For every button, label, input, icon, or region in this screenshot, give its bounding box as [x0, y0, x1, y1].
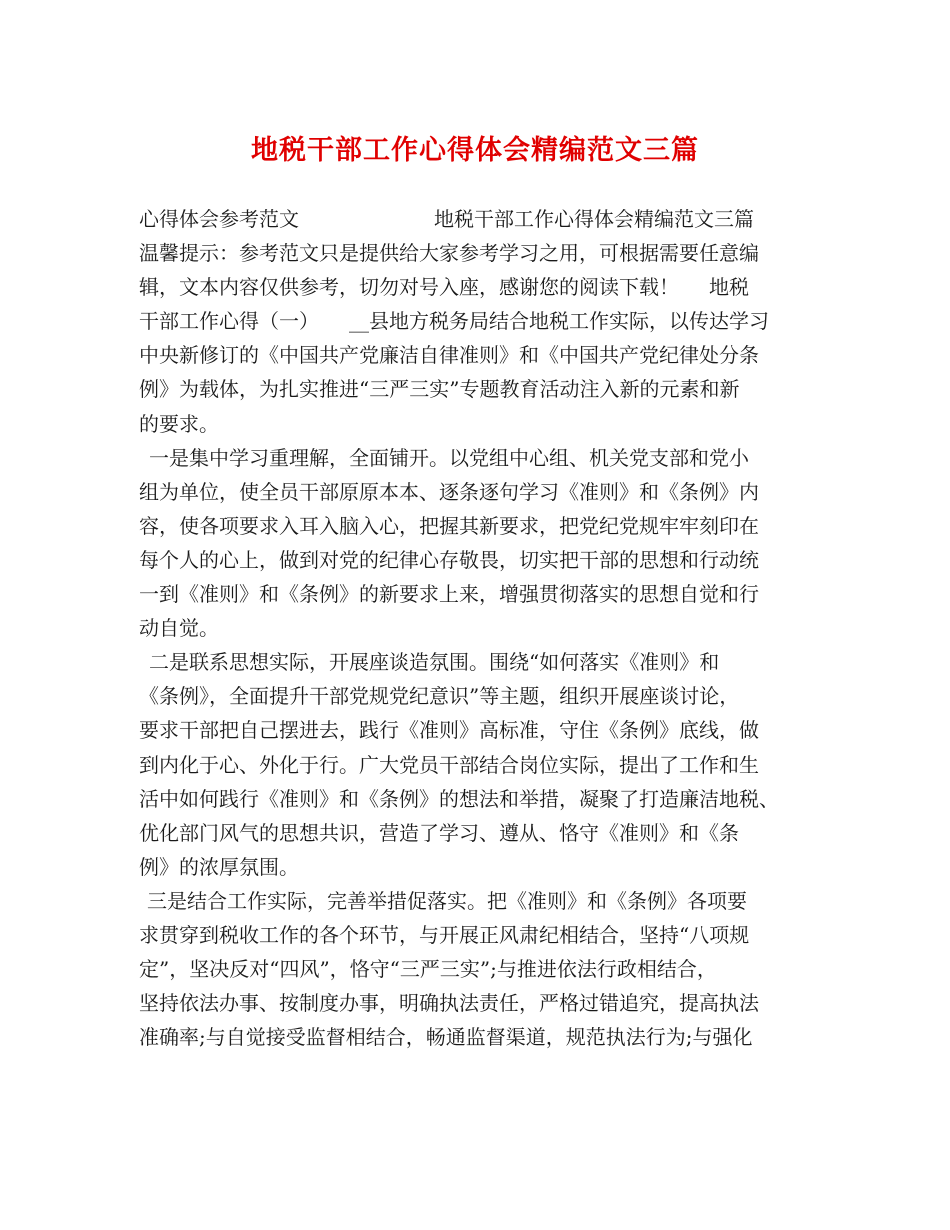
text-line: 求贯穿到税收工作的各个环节，与开展正风肃纪相结合，坚持“八项规 [139, 922, 750, 947]
text-line: 一到《准则》和《条例》的新要求上来，增强贯彻落实的思想自觉和行 [139, 582, 759, 607]
text-segment: 辑，文本内容仅供参考，切勿对号入座，感谢您的阅读下载！ [139, 275, 679, 300]
text-line [139, 304, 829, 338]
text-line: 要求干部把自己摆进去，践行《准则》高标准，守住《条例》底线，做 [139, 718, 759, 743]
text-line: 优化部门风气的思想共识，营造了学习、遵从、恪守《准则》和《条 [139, 820, 739, 845]
text-line: 温馨提示：参考范文只是提供给大家参考学习之用，可根据需要任意编 [139, 241, 759, 266]
document-title: 地税干部工作心得体会精编范文三篇 [251, 135, 699, 166]
text-line: 的要求。 [139, 411, 219, 436]
text-line: 例》的浓厚氛围。 [139, 854, 299, 879]
text-segment: __县地方税务局结合地税工作实际，以传达学习 [349, 309, 769, 334]
text-line: 准确率;与自觉接受监督相结合，畅通监督渠道，规范执法行为;与强化 [139, 1025, 753, 1050]
header-right: 地税干部工作心得体会精编范文三篇 [434, 207, 754, 231]
text-line: 定”，坚决反对“四风”，恪守“三严三实”;与推进依法行政相结合， [139, 957, 717, 982]
text-line: 中央新修订的《中国共产党廉洁自律准则》和《中国共产党纪律处分条 [139, 343, 759, 368]
text-line: 组为单位，使全员干部原原本本、逐条逐句学习《准则》和《条例》内 [139, 479, 759, 504]
header-left: 心得体会参考范文 [139, 207, 299, 231]
text-line: 容，使各项要求入耳入脑入心，把握其新要求，把党纪党规牢牢刻印在 [139, 513, 759, 538]
document-body [139, 202, 829, 1054]
text-line: 到内化于心、外化于行。广大党员干部结合岗位实际，提出了工作和生 [139, 752, 759, 777]
paragraph-start: 二是联系思想实际，开展座谈造氛围。围绕“如何落实《准则》和 [149, 650, 720, 675]
text-line: 动自觉。 [139, 616, 219, 641]
text-line: 每个人的心上，做到对党的纪律心存敬畏，切实把干部的思想和行动统 [139, 547, 759, 572]
paragraph-start: 三是结合工作实际，完善举措促落实。把《准则》和《条例》各项要 [147, 888, 747, 913]
text-line [139, 270, 829, 304]
text-line: 例》为载体，为扎实推进“三严三实”专题教育活动注入新的元素和新 [139, 377, 740, 402]
paragraph-start: 一是集中学习重理解，全面铺开。以党组中心组、机关党支部和党小 [149, 445, 749, 470]
header-line [139, 202, 829, 236]
text-segment: 地 [709, 275, 729, 300]
text-line: 活中如何践行《准则》和《条例》的想法和举措，凝聚了打造廉洁地税、 [139, 786, 779, 811]
section-heading-1: 干部工作心得（一） [139, 309, 319, 334]
text-line: 坚持依法办事、按制度办事，明确执法责任，严格过错追究，提高执法 [139, 991, 759, 1016]
text-line: 《条例》，全面提升干部党规党纪意识”等主题，组织开展座谈讨论， [139, 684, 740, 709]
text-segment: 税 [729, 275, 749, 300]
